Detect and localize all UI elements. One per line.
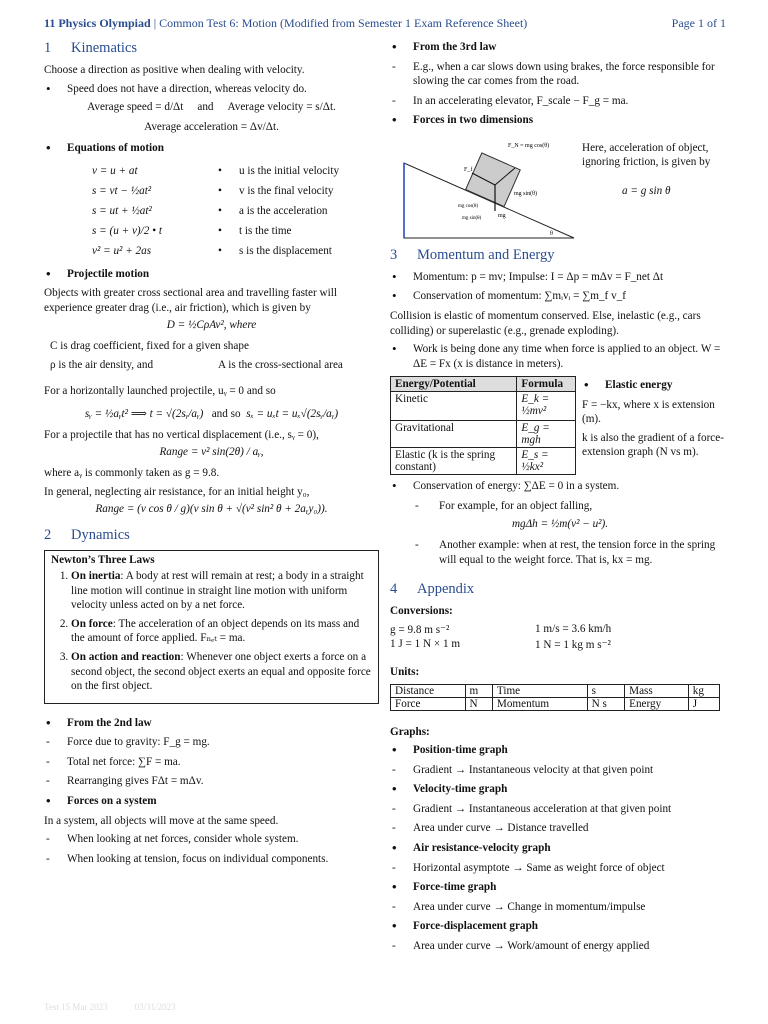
units-heading: Units: [390, 666, 420, 678]
graph-name: • Force-time graph [390, 880, 730, 895]
k-note: k is also the gradient of a force-extension graph (N vs m). [582, 431, 724, 459]
table-cell: N s [587, 697, 625, 710]
variables-list [216, 161, 339, 261]
two-dim-heading: • Forces in two dimensions [390, 113, 730, 128]
hooke-law: F = −kx, where x is extension (m). [582, 398, 715, 426]
equation: s = ut + ½at² [92, 204, 152, 217]
projectile-equations: sᵧ = ½aᵧt² ⟹ t = √(2sᵧ/aᵧ) and so sₓ = uₓt = uₓ√(2sᵧ/aᵧ) [84, 407, 339, 420]
elastic-energy-notes [582, 376, 730, 475]
energy-table [390, 376, 576, 475]
work-text: • Work is being done any time when force is applied to an object. W = ΔE = Fx (x is distance in meters). [390, 342, 730, 371]
drag-equation: D = ½CρAv², where [166, 319, 257, 332]
graph-desc: - Area under curve → Work/amount of energy applied [390, 939, 730, 954]
table-cell: Time [492, 684, 587, 697]
graph-desc: - Area under curve → Distance travelled [390, 821, 730, 836]
table-cell: kg [688, 684, 719, 697]
conversions-heading: Conversions: [390, 605, 453, 618]
two-dim-equation: a = g sin θ [622, 184, 671, 197]
table-cell: Mass [625, 684, 689, 697]
table-row [391, 421, 576, 448]
conversions-grid [390, 623, 730, 651]
third-law-item: - In an accelerating elevator, F_scale − F_g = ma. [390, 94, 730, 109]
page-number: Page 1 of 1 [671, 16, 726, 30]
page-header [44, 16, 726, 31]
conversion: 1 m/s = 3.6 km/h [535, 623, 612, 635]
table-cell: Force [391, 697, 466, 710]
conversion: g = 9.8 m s⁻² [390, 624, 450, 636]
variable-def: • s is the displacement [216, 241, 339, 261]
table-cell: Energy [625, 697, 689, 710]
table-cell: J [688, 697, 719, 710]
units-table [390, 684, 720, 711]
newtons-laws-title: Newton’s Three Laws [51, 554, 155, 567]
equations-list [44, 161, 216, 261]
table-cell: Gravitational [391, 421, 517, 448]
perp-label: mg sin(θ) [462, 215, 482, 221]
projectile-motion-heading: • Projectile motion [44, 267, 379, 282]
table-cell: Momentum [492, 697, 587, 710]
equation: v² = u² + 2as [92, 244, 152, 257]
footer-left: Test 15 Mar 2023 [44, 1002, 108, 1012]
section-dynamics-heading: 2 Dynamics [44, 527, 130, 544]
graph-name: • Position-time graph [390, 743, 730, 758]
table-cell: Elastic (k is the spring constant) [391, 448, 517, 475]
weight-label: mg [498, 212, 506, 219]
perp-label: mg cos(θ) [458, 203, 479, 209]
table-row [391, 684, 720, 697]
equations-of-motion-heading: • Equations of motion [44, 141, 379, 156]
newtons-laws-box [44, 550, 379, 704]
table-cell: E_g = mgh [517, 421, 576, 448]
graph-desc: - Gradient → Instantaneous velocity at that given point [390, 763, 730, 778]
energy-conservation: • Conservation of energy: ∑ΔE = 0 in a system. [390, 479, 730, 494]
drag-c-def: C is drag coefficient, fixed for a given shape [50, 340, 249, 353]
course-name: 11 Physics Olympiad [44, 16, 151, 30]
incline-diagram-area [390, 133, 730, 245]
drag-rho-area-def: ρ is the air density, and A is the cross-sectional area [50, 358, 343, 371]
graph-desc: - Area under curve → Change in momentum/impulse [390, 900, 730, 915]
speed-note: • Speed does not have a direction, whereas velocity do. [44, 82, 379, 97]
system-item: - When looking at tension, focus on individual components. [44, 852, 379, 867]
general-height-text: In general, neglecting air resistance, for an initial height y₀, [44, 485, 310, 498]
conversion: 1 J = 1 N × 1 m [390, 638, 461, 650]
angle-label: θ [550, 230, 553, 237]
friction-label: F_f [464, 166, 473, 173]
page-footer [44, 1002, 176, 1012]
table-cell: m [465, 684, 492, 697]
table-cell: Kinetic [391, 392, 517, 421]
normal-label: F_N = mg cos(θ) [508, 142, 550, 149]
newtons-laws-list [51, 569, 372, 694]
incline-diagram [400, 133, 580, 245]
graph-name: • Air resistance-velocity graph [390, 841, 730, 856]
variable-def: • t is the time [216, 221, 339, 241]
incline-block [466, 153, 521, 207]
system-item: - When looking at net forces, consider whole system. [44, 832, 379, 847]
projectile-text: Objects with greater cross sectional area and travelling faster will experience greater drag (i.e., air friction), which is given by [44, 287, 337, 314]
graph-desc: - Gradient → Instantaneous acceleration at that given point [390, 802, 730, 817]
right-column [390, 38, 730, 958]
table-cell: E_k = ½mv² [517, 392, 576, 421]
equation: v = u + at [92, 164, 138, 177]
system-heading: • Forces on a system [44, 794, 379, 809]
third-law-item: - E.g., when a car slows down using brakes, the force responsible for slowing the car comes from the road. [390, 60, 730, 89]
energy-example: - For example, for an object falling, [390, 499, 730, 514]
kinematics-intro: Choose a direction as positive when dealing with velocity. [44, 64, 305, 76]
range-general-equation: Range = (v cos θ / g)(v sin θ + √(v² sin² θ + 2aᵧy₀)). [95, 503, 328, 516]
second-law-item: - Total net force: ∑F = ma. [44, 755, 379, 770]
section-kinematics-heading: 1 Kinematics [44, 40, 138, 56]
energy-example: - Another example: when at rest, the tension force in the spring will equal to the weight force. That is, kx = mg. [390, 538, 730, 567]
horizontal-launch: For a horizontally launched projectile, uᵧ = 0 and so [44, 384, 276, 397]
average-speed-velocity: Average speed = d/Δt and Average velocity = s/Δt. [87, 101, 336, 114]
graph-name: • Force-displacement graph [390, 919, 730, 934]
graphs-heading: Graphs: [390, 725, 430, 738]
law-item: 1. On inertia: A body at rest will remain at rest; a body in a straight line motion will continue in straight line motion with uniform velocity unless acted on by a net force. [71, 569, 372, 613]
equations-block [44, 161, 379, 261]
collision-text: Collision is elastic of momentum conserved. Else, inelastic (e.g., cars colliding) or superelastic (e.g., grenade exploding). [390, 309, 701, 337]
energy-example-equation: mgΔh = ½m(v² − u²). [511, 518, 609, 531]
document-title: | Common Test 6: Motion (Modified from Semester 1 Exam Reference Sheet) [150, 16, 528, 30]
energy-section [390, 376, 730, 475]
equation: s = (u + v)/2 • t [92, 224, 162, 237]
variable-def: • u is the initial velocity [216, 161, 339, 181]
section-appendix-heading: 4 Appendix [390, 581, 475, 598]
third-law-heading: • From the 3rd law [390, 40, 730, 55]
second-law-item: - Force due to gravity: F_g = mg. [44, 735, 379, 750]
footer-right: 03/31/2023 [134, 1002, 176, 1012]
variable-def: • a is the acceleration [216, 201, 339, 221]
graph-desc: - Horizontal asymptote → Same as weight force of object [390, 861, 730, 876]
energy-table-header: Energy/Potential [391, 377, 517, 392]
left-column [44, 38, 379, 871]
two-dim-note: Here, acceleration of object, ignoring friction, is given by [582, 141, 711, 168]
table-cell: E_s = ½kx² [517, 448, 576, 475]
section-momentum-heading: 3 Momentum and Energy [390, 246, 555, 263]
table-row [391, 448, 576, 475]
second-law-heading: • From the 2nd law [44, 716, 379, 731]
momentum-def: • Momentum: p = mv; Impulse: I = Δp = mΔv = F_net Δt [390, 270, 730, 285]
table-row [391, 392, 576, 421]
momentum-conservation: • Conservation of momentum: ∑mᵢvᵢ = ∑m_f v_f [390, 289, 730, 304]
graph-name: • Velocity-time graph [390, 782, 730, 797]
table-cell: N [465, 697, 492, 710]
table-cell: Distance [391, 684, 466, 697]
equation: s = vt − ½at² [92, 184, 152, 197]
elastic-heading: • Elastic energy [582, 378, 730, 393]
parallel-label: mg sin(θ) [514, 190, 538, 197]
table-row [391, 697, 720, 710]
where-a-text: where aᵧ is commonly taken as g = 9.8. [44, 467, 220, 480]
system-text: In a system, all objects will move at the same speed. [44, 814, 279, 827]
second-law-item: - Rearranging gives FΔt = mΔv. [44, 774, 379, 789]
table-cell: s [587, 684, 625, 697]
energy-table-header: Formula [517, 377, 576, 392]
conversion: 1 N = 1 kg m s⁻² [535, 639, 611, 651]
law-item: 3. On action and reaction: Whenever one object exerts a force on a second object, the second object exerts an equal and opposite force on the first object. [71, 650, 372, 694]
range-equation: Range = v² sin(2θ) / aᵧ, [159, 446, 264, 459]
law-item: 2. On force: The acceleration of an object depends on its mass and the amount of force applied. Fₙₑₜ = ma. [71, 617, 372, 646]
variable-def: • v is the final velocity [216, 181, 339, 201]
no-vertical-text: For a projectile that has no vertical displacement (i.e., sᵧ = 0), [44, 428, 319, 441]
average-acceleration: Average acceleration = Δv/Δt. [144, 121, 279, 134]
